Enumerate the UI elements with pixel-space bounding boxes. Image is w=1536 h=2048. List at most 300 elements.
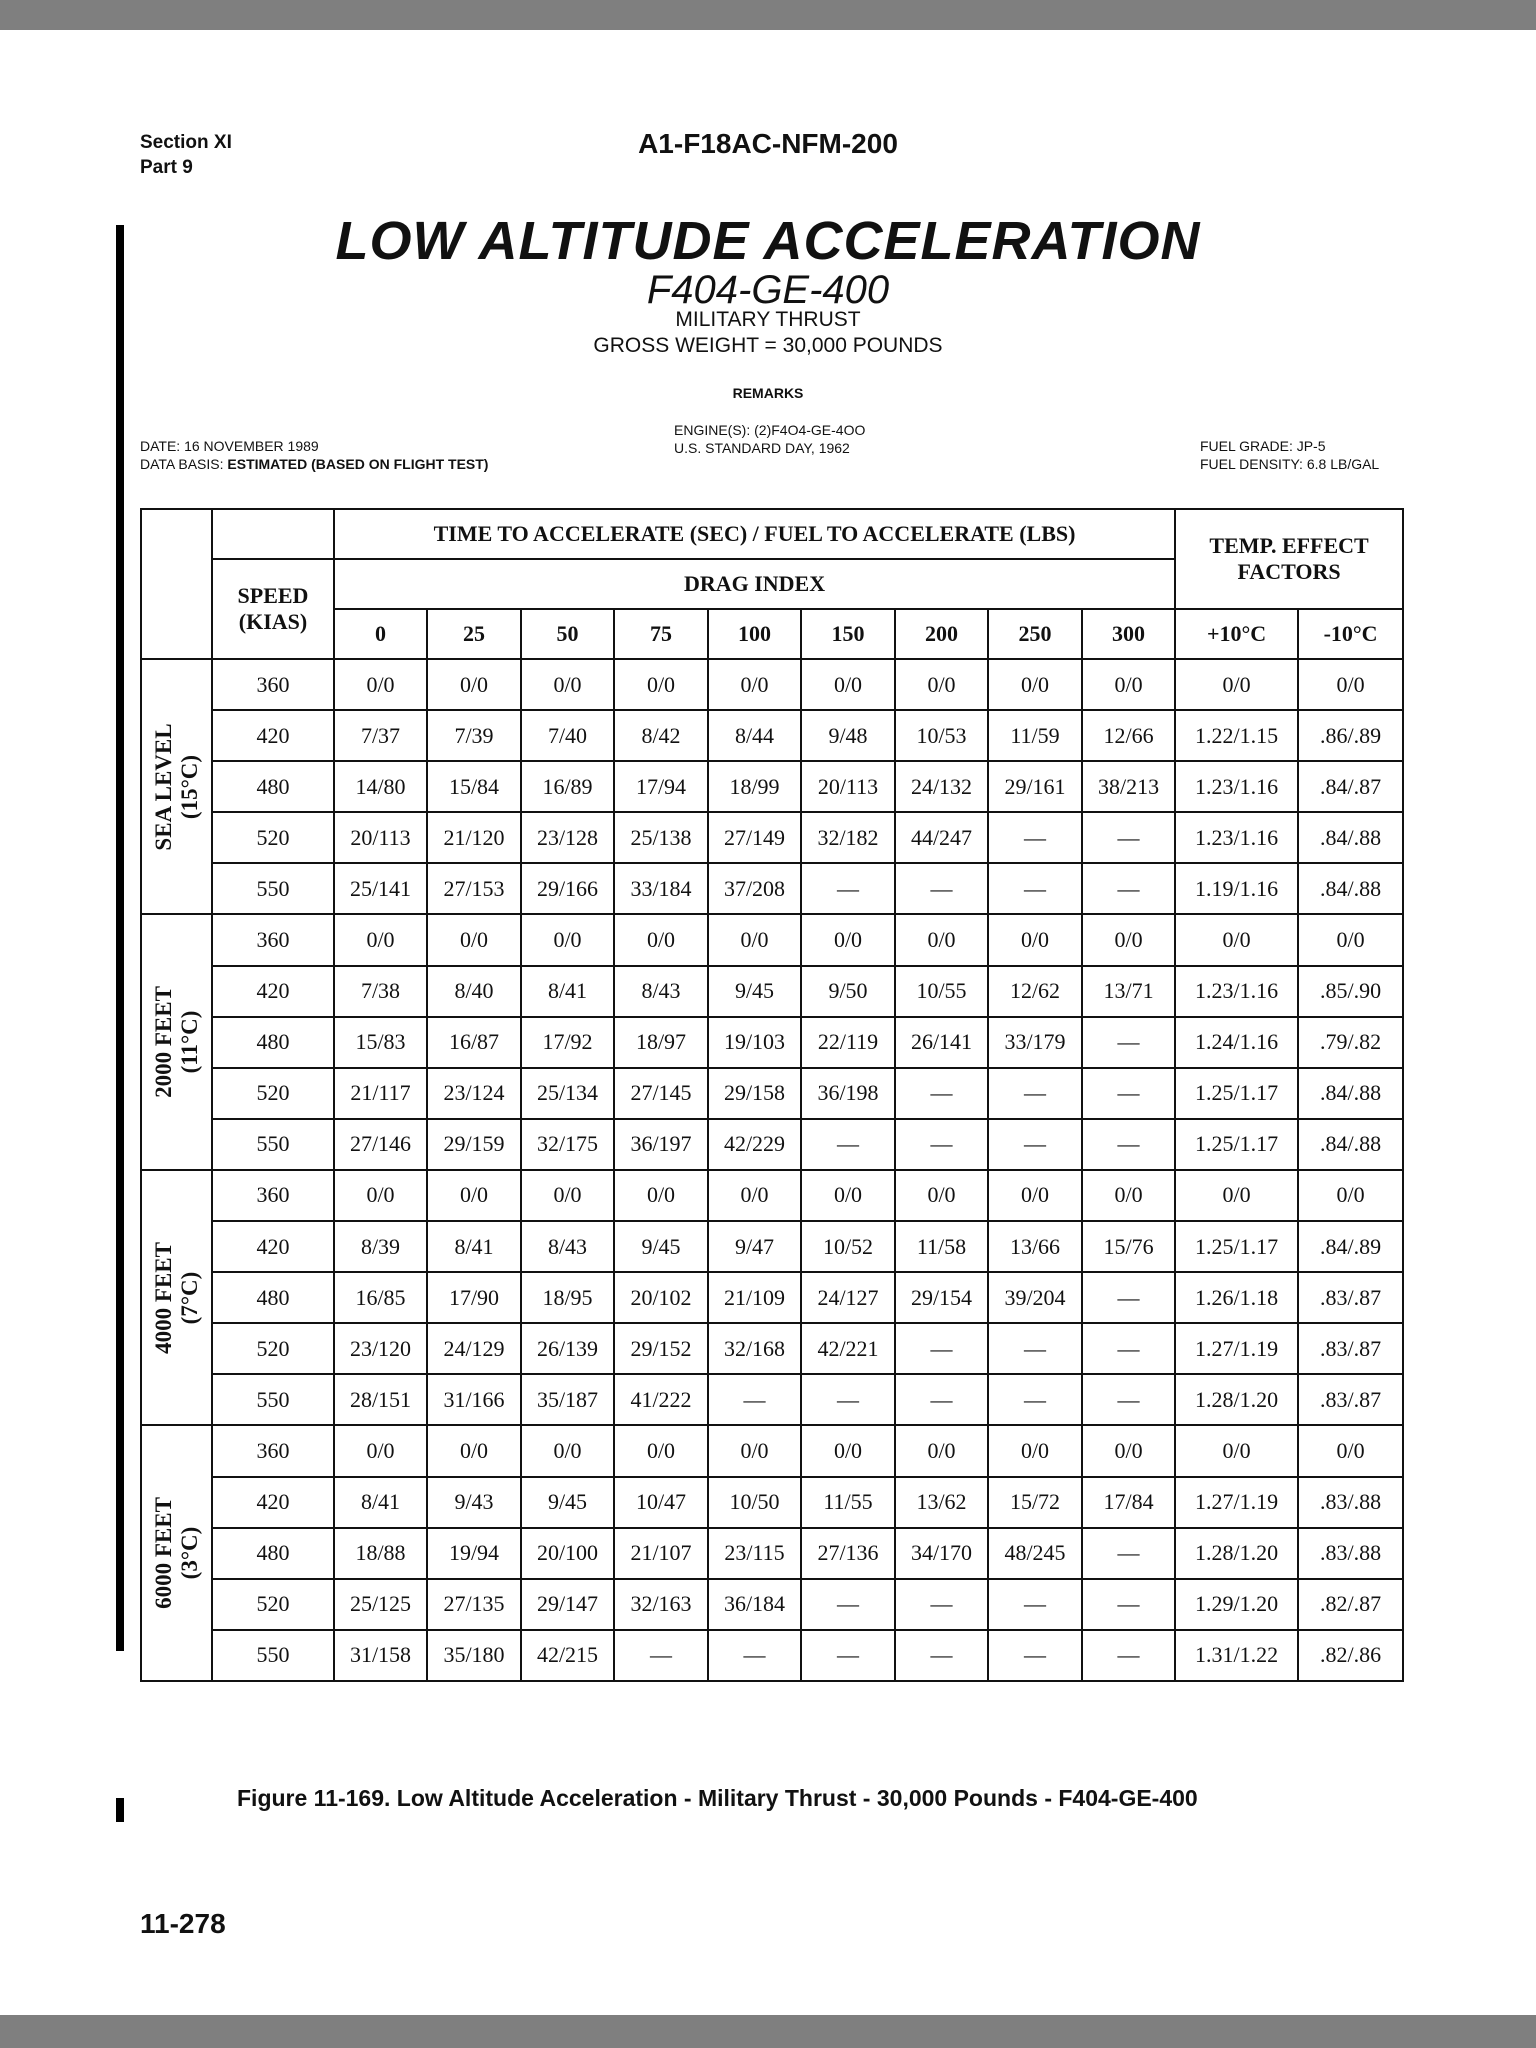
time-fuel-cell: 0/0 <box>614 914 708 965</box>
time-fuel-cell: 26/139 <box>521 1323 614 1374</box>
altitude-label <box>151 1497 203 1609</box>
time-fuel-cell: 29/159 <box>427 1119 521 1170</box>
time-fuel-cell: 25/141 <box>334 863 427 914</box>
time-fuel-cell: 0/0 <box>708 659 801 710</box>
time-fuel-cell: 0/0 <box>1082 659 1175 710</box>
time-fuel-cell: — <box>1082 1017 1175 1068</box>
temp-plus-cell: 1.25/1.17 <box>1175 1221 1298 1272</box>
table-row <box>141 1425 1403 1476</box>
temp-minus-cell: .84/.88 <box>1298 1068 1403 1119</box>
time-fuel-cell: 15/76 <box>1082 1221 1175 1272</box>
temp-minus-cell: .84/.89 <box>1298 1221 1403 1272</box>
altitude-name: 6000 FEET <box>150 1497 176 1610</box>
time-fuel-cell: 17/94 <box>614 761 708 812</box>
time-fuel-cell: 9/50 <box>801 966 895 1017</box>
time-fuel-cell: 8/44 <box>708 710 801 761</box>
time-fuel-cell: 19/94 <box>427 1528 521 1579</box>
time-fuel-cell: 24/132 <box>895 761 988 812</box>
time-fuel-cell: 8/43 <box>521 1221 614 1272</box>
altitude-label-cell <box>141 914 212 1169</box>
table-row <box>141 1272 1403 1323</box>
time-fuel-cell: 20/113 <box>334 812 427 863</box>
temp-minus-cell: .83/.88 <box>1298 1528 1403 1579</box>
temp-plus-cell: 1.23/1.16 <box>1175 761 1298 812</box>
standard-day-text: U.S. STANDARD DAY, 1962 <box>674 440 850 456</box>
temp-minus-cell: .82/.87 <box>1298 1579 1403 1630</box>
time-fuel-cell: — <box>614 1630 708 1681</box>
time-fuel-cell: 21/109 <box>708 1272 801 1323</box>
time-fuel-cell: 23/115 <box>708 1528 801 1579</box>
time-fuel-cell: 8/41 <box>521 966 614 1017</box>
time-fuel-cell: 41/222 <box>614 1374 708 1425</box>
temp-plus-cell: 1.29/1.20 <box>1175 1579 1298 1630</box>
temp-plus-cell: 1.31/1.22 <box>1175 1630 1298 1681</box>
temp-plus-cell: 0/0 <box>1175 1425 1298 1476</box>
time-fuel-cell: 42/229 <box>708 1119 801 1170</box>
time-fuel-cell: 34/170 <box>895 1528 988 1579</box>
time-fuel-cell: 38/213 <box>1082 761 1175 812</box>
speed-cell: 360 <box>212 1170 334 1221</box>
time-fuel-cell: — <box>988 1323 1082 1374</box>
time-fuel-cell: — <box>895 1579 988 1630</box>
time-fuel-cell: — <box>895 1374 988 1425</box>
table-row <box>141 710 1403 761</box>
drag-index-col-header: 200 <box>895 609 988 659</box>
fuel-density-text: FUEL DENSITY: 6.8 LB/GAL <box>1200 456 1380 472</box>
time-fuel-cell: 0/0 <box>1082 1425 1175 1476</box>
time-fuel-cell: 27/146 <box>334 1119 427 1170</box>
time-fuel-cell: — <box>801 1374 895 1425</box>
date-text: DATE: 16 NOVEMBER 1989 <box>140 438 319 454</box>
speed-cell: 550 <box>212 1119 334 1170</box>
time-fuel-cell: 32/168 <box>708 1323 801 1374</box>
time-fuel-cell: 0/0 <box>895 914 988 965</box>
time-fuel-cell: 16/87 <box>427 1017 521 1068</box>
time-fuel-cell: 25/138 <box>614 812 708 863</box>
temp-col-header: +10°C <box>1175 609 1298 659</box>
time-fuel-cell: 27/136 <box>801 1528 895 1579</box>
change-bar <box>116 225 124 1651</box>
time-fuel-cell: 18/97 <box>614 1017 708 1068</box>
time-fuel-cell: 0/0 <box>614 1425 708 1476</box>
time-fuel-cell: 26/141 <box>895 1017 988 1068</box>
table-row <box>141 1374 1403 1425</box>
time-fuel-cell: 18/88 <box>334 1528 427 1579</box>
time-fuel-cell: — <box>1082 1272 1175 1323</box>
thrust-subtitle: MILITARY THRUST <box>675 308 861 331</box>
temp-plus-cell: 0/0 <box>1175 1170 1298 1221</box>
time-fuel-cell: 32/182 <box>801 812 895 863</box>
time-fuel-cell: 0/0 <box>988 1170 1082 1221</box>
time-fuel-cell: 13/71 <box>1082 966 1175 1017</box>
table-row <box>141 966 1403 1017</box>
temp-plus-cell: 1.27/1.19 <box>1175 1477 1298 1528</box>
engine-title: F404-GE-400 <box>646 268 890 312</box>
temp-col-header: -10°C <box>1298 609 1403 659</box>
time-fuel-cell: 35/180 <box>427 1630 521 1681</box>
time-fuel-cell: 24/129 <box>427 1323 521 1374</box>
time-fuel-cell: 10/47 <box>614 1477 708 1528</box>
temp-plus-cell: 1.27/1.19 <box>1175 1323 1298 1374</box>
time-fuel-cell: 7/37 <box>334 710 427 761</box>
time-fuel-cell: 29/154 <box>895 1272 988 1323</box>
time-fuel-cell: 15/72 <box>988 1477 1082 1528</box>
chart-title: LOW ALTITUDE ACCELERATION <box>335 211 1201 271</box>
altitude-label-cell <box>141 1170 212 1425</box>
fuel-info <box>1200 437 1379 473</box>
time-fuel-cell: 17/92 <box>521 1017 614 1068</box>
time-fuel-cell: — <box>1082 1630 1175 1681</box>
date-data-basis <box>140 437 488 473</box>
speed-cell: 420 <box>212 710 334 761</box>
time-fuel-cell: 18/95 <box>521 1272 614 1323</box>
temp-plus-cell: 1.28/1.20 <box>1175 1374 1298 1425</box>
temp-plus-cell: 0/0 <box>1175 659 1298 710</box>
time-fuel-cell: — <box>1082 1119 1175 1170</box>
altitude-name: 4000 FEET <box>150 1241 176 1354</box>
altitude-label <box>151 1242 203 1354</box>
time-fuel-cell: 27/153 <box>427 863 521 914</box>
time-fuel-cell: 21/107 <box>614 1528 708 1579</box>
time-fuel-cell: — <box>801 1630 895 1681</box>
table-row <box>141 761 1403 812</box>
time-fuel-cell: 0/0 <box>334 659 427 710</box>
temp-minus-cell: .83/.87 <box>1298 1272 1403 1323</box>
time-fuel-cell: 23/124 <box>427 1068 521 1119</box>
time-fuel-cell: 0/0 <box>427 659 521 710</box>
time-fuel-cell: 36/198 <box>801 1068 895 1119</box>
data-basis-label: DATA BASIS: <box>140 456 228 472</box>
table-row <box>141 863 1403 914</box>
time-fuel-cell: 19/103 <box>708 1017 801 1068</box>
table-row <box>141 1323 1403 1374</box>
temp-minus-cell: .85/.90 <box>1298 966 1403 1017</box>
time-fuel-cell: 10/55 <box>895 966 988 1017</box>
table-row <box>141 1477 1403 1528</box>
time-fuel-cell: 10/53 <box>895 710 988 761</box>
time-fuel-cell: 7/39 <box>427 710 521 761</box>
temp-plus-cell: 1.28/1.20 <box>1175 1528 1298 1579</box>
acceleration-table <box>140 508 1404 1682</box>
speed-cell: 360 <box>212 914 334 965</box>
altitude-label <box>151 986 203 1098</box>
engines-text: ENGINE(S): (2)F4O4-GE-4OO <box>674 422 866 438</box>
table-row <box>141 812 1403 863</box>
time-fuel-cell: 29/158 <box>708 1068 801 1119</box>
table-body <box>141 659 1403 1681</box>
temp-minus-cell: 0/0 <box>1298 1425 1403 1476</box>
time-fuel-cell: — <box>895 1323 988 1374</box>
speed-cell: 520 <box>212 812 334 863</box>
time-fuel-cell: 12/62 <box>988 966 1082 1017</box>
temp-effect-header-line2: FACTORS <box>1237 559 1341 584</box>
speed-cell: 420 <box>212 1477 334 1528</box>
temp-effect-header <box>1175 509 1403 609</box>
temp-minus-cell: 0/0 <box>1298 659 1403 710</box>
time-fuel-cell: 0/0 <box>895 1170 988 1221</box>
corner-cell <box>141 509 212 659</box>
temp-minus-cell: 0/0 <box>1298 1170 1403 1221</box>
time-fuel-cell: 16/85 <box>334 1272 427 1323</box>
speed-cell: 520 <box>212 1068 334 1119</box>
time-fuel-cell: 20/102 <box>614 1272 708 1323</box>
time-fuel-cell: — <box>801 1119 895 1170</box>
time-fuel-cell: 42/215 <box>521 1630 614 1681</box>
time-fuel-cell: 27/145 <box>614 1068 708 1119</box>
time-fuel-cell: 0/0 <box>427 1170 521 1221</box>
temp-minus-cell: .84/.88 <box>1298 1119 1403 1170</box>
time-fuel-cell: 11/58 <box>895 1221 988 1272</box>
temp-plus-cell: 1.19/1.16 <box>1175 863 1298 914</box>
temp-minus-cell: .84/.88 <box>1298 812 1403 863</box>
speed-header <box>212 559 334 659</box>
speed-header-line2: (KIAS) <box>238 609 308 634</box>
time-fuel-cell: 0/0 <box>427 1425 521 1476</box>
time-fuel-header: TIME TO ACCELERATE (SEC) / FUEL TO ACCELERATE (LBS) <box>334 509 1175 559</box>
altitude-temp: (3°C) <box>176 1526 202 1580</box>
temp-minus-cell: .79/.82 <box>1298 1017 1403 1068</box>
drag-index-col-header: 25 <box>427 609 521 659</box>
time-fuel-cell: 9/48 <box>801 710 895 761</box>
time-fuel-cell: — <box>1082 1068 1175 1119</box>
altitude-label <box>151 723 203 850</box>
time-fuel-cell: 7/40 <box>521 710 614 761</box>
time-fuel-cell: 22/119 <box>801 1017 895 1068</box>
time-fuel-cell: 13/62 <box>895 1477 988 1528</box>
time-fuel-cell: — <box>801 863 895 914</box>
time-fuel-cell: 0/0 <box>334 1425 427 1476</box>
drag-index-col-header: 150 <box>801 609 895 659</box>
part-label: Part 9 <box>140 157 193 178</box>
time-fuel-cell: 0/0 <box>895 659 988 710</box>
caption-change-bar <box>116 1798 124 1822</box>
time-fuel-cell: 44/247 <box>895 812 988 863</box>
time-fuel-cell: 21/120 <box>427 812 521 863</box>
time-fuel-cell: 31/166 <box>427 1374 521 1425</box>
speed-cell: 550 <box>212 1374 334 1425</box>
time-fuel-cell: 0/0 <box>708 1425 801 1476</box>
time-fuel-cell: — <box>988 1068 1082 1119</box>
altitude-name: 2000 FEET <box>150 986 176 1099</box>
temp-minus-cell: .86/.89 <box>1298 710 1403 761</box>
table-row <box>141 1017 1403 1068</box>
table-row <box>141 1630 1403 1681</box>
time-fuel-cell: 10/50 <box>708 1477 801 1528</box>
time-fuel-cell: 16/89 <box>521 761 614 812</box>
table-row <box>141 914 1403 965</box>
time-fuel-cell: 0/0 <box>801 659 895 710</box>
temp-minus-cell: .82/.86 <box>1298 1630 1403 1681</box>
time-fuel-cell: 0/0 <box>334 914 427 965</box>
drag-index-col-header: 50 <box>521 609 614 659</box>
time-fuel-cell: 0/0 <box>521 659 614 710</box>
speed-cell: 420 <box>212 966 334 1017</box>
time-fuel-cell: — <box>1082 812 1175 863</box>
time-fuel-cell: 29/166 <box>521 863 614 914</box>
time-fuel-cell: 23/128 <box>521 812 614 863</box>
time-fuel-cell: 0/0 <box>1082 1170 1175 1221</box>
time-fuel-cell: 20/113 <box>801 761 895 812</box>
data-basis-value: ESTIMATED (BASED ON FLIGHT TEST) <box>227 456 489 472</box>
time-fuel-cell: 11/59 <box>988 710 1082 761</box>
altitude-temp: (11°C) <box>176 1010 202 1074</box>
temp-effect-header-line1: TEMP. EFFECT <box>1209 533 1369 558</box>
time-fuel-cell: 9/43 <box>427 1477 521 1528</box>
data-basis-text <box>140 455 488 473</box>
time-fuel-cell: — <box>708 1630 801 1681</box>
drag-index-col-header: 100 <box>708 609 801 659</box>
temp-minus-cell: .83/.88 <box>1298 1477 1403 1528</box>
time-fuel-cell: — <box>1082 1528 1175 1579</box>
time-fuel-cell: 0/0 <box>801 1425 895 1476</box>
time-fuel-cell: 0/0 <box>521 1170 614 1221</box>
speed-header-line1: SPEED <box>237 583 309 608</box>
time-fuel-cell: 15/84 <box>427 761 521 812</box>
temp-minus-cell: .83/.87 <box>1298 1323 1403 1374</box>
time-fuel-cell: — <box>895 863 988 914</box>
time-fuel-cell: — <box>895 1068 988 1119</box>
time-fuel-cell: 33/179 <box>988 1017 1082 1068</box>
page-number: 11-278 <box>140 1908 226 1939</box>
temp-plus-cell: 1.25/1.17 <box>1175 1119 1298 1170</box>
altitude-label-cell <box>141 659 212 914</box>
table-row <box>141 1068 1403 1119</box>
time-fuel-cell: 0/0 <box>427 914 521 965</box>
temp-plus-cell: 1.25/1.17 <box>1175 1068 1298 1119</box>
time-fuel-cell: 9/45 <box>521 1477 614 1528</box>
time-fuel-cell: — <box>988 1579 1082 1630</box>
table-row <box>141 1170 1403 1221</box>
speed-cell: 550 <box>212 863 334 914</box>
speed-cell: 360 <box>212 659 334 710</box>
speed-cell: 480 <box>212 1017 334 1068</box>
time-fuel-cell: 0/0 <box>334 1170 427 1221</box>
time-fuel-cell: — <box>988 1630 1082 1681</box>
table-row <box>141 1221 1403 1272</box>
time-fuel-cell: 0/0 <box>614 1170 708 1221</box>
temp-plus-cell: 1.23/1.16 <box>1175 966 1298 1017</box>
table-row <box>141 1528 1403 1579</box>
time-fuel-cell: 9/45 <box>708 966 801 1017</box>
document-id: A1-F18AC-NFM-200 <box>638 128 898 159</box>
speed-cell: 520 <box>212 1579 334 1630</box>
drag-index-col-header: 300 <box>1082 609 1175 659</box>
time-fuel-cell: 33/184 <box>614 863 708 914</box>
time-fuel-cell: 32/163 <box>614 1579 708 1630</box>
manual-page <box>0 30 1536 2015</box>
time-fuel-cell: 17/90 <box>427 1272 521 1323</box>
time-fuel-cell: 36/197 <box>614 1119 708 1170</box>
time-fuel-cell: 29/147 <box>521 1579 614 1630</box>
time-fuel-cell: — <box>1082 1579 1175 1630</box>
time-fuel-cell: 0/0 <box>988 1425 1082 1476</box>
time-fuel-cell: 8/40 <box>427 966 521 1017</box>
time-fuel-cell: — <box>895 1119 988 1170</box>
time-fuel-cell: 17/84 <box>1082 1477 1175 1528</box>
altitude-temp: (15°C) <box>176 754 202 819</box>
time-fuel-cell: 9/47 <box>708 1221 801 1272</box>
time-fuel-cell: 14/80 <box>334 761 427 812</box>
fuel-grade-text: FUEL GRADE: JP-5 <box>1200 438 1326 454</box>
time-fuel-cell: 25/125 <box>334 1579 427 1630</box>
time-fuel-cell: — <box>708 1374 801 1425</box>
time-fuel-cell: 0/0 <box>614 659 708 710</box>
temp-minus-cell: .83/.87 <box>1298 1374 1403 1425</box>
time-fuel-cell: 39/204 <box>988 1272 1082 1323</box>
time-fuel-cell: 25/134 <box>521 1068 614 1119</box>
time-fuel-cell: 31/158 <box>334 1630 427 1681</box>
time-fuel-cell: 27/149 <box>708 812 801 863</box>
time-fuel-cell: 0/0 <box>895 1425 988 1476</box>
time-fuel-cell: 27/135 <box>427 1579 521 1630</box>
time-fuel-cell: 8/41 <box>334 1477 427 1528</box>
time-fuel-cell: 0/0 <box>708 914 801 965</box>
time-fuel-cell: — <box>988 812 1082 863</box>
time-fuel-cell: 13/66 <box>988 1221 1082 1272</box>
time-fuel-cell: 9/45 <box>614 1221 708 1272</box>
blank-header-cell <box>212 509 334 559</box>
time-fuel-cell: 23/120 <box>334 1323 427 1374</box>
time-fuel-cell: — <box>988 863 1082 914</box>
speed-cell: 480 <box>212 761 334 812</box>
time-fuel-cell: 18/99 <box>708 761 801 812</box>
speed-cell: 480 <box>212 1528 334 1579</box>
time-fuel-cell: — <box>1082 1374 1175 1425</box>
drag-index-header: DRAG INDEX <box>334 559 1175 609</box>
time-fuel-cell: 35/187 <box>521 1374 614 1425</box>
engine-remarks <box>674 421 865 457</box>
time-fuel-cell: 24/127 <box>801 1272 895 1323</box>
time-fuel-cell: 8/43 <box>614 966 708 1017</box>
time-fuel-cell: 0/0 <box>1082 914 1175 965</box>
altitude-name: SEA LEVEL <box>150 723 176 851</box>
section-label: Section XI <box>140 132 232 153</box>
time-fuel-cell: 20/100 <box>521 1528 614 1579</box>
altitude-temp: (7°C) <box>176 1271 202 1324</box>
altitude-label-cell <box>141 1425 212 1681</box>
temp-plus-cell: 1.24/1.16 <box>1175 1017 1298 1068</box>
time-fuel-cell: — <box>988 1374 1082 1425</box>
time-fuel-cell: 8/42 <box>614 710 708 761</box>
table-row <box>141 1579 1403 1630</box>
time-fuel-cell: — <box>895 1630 988 1681</box>
time-fuel-cell: — <box>1082 863 1175 914</box>
remarks-label: REMARKS <box>732 385 804 401</box>
time-fuel-cell: 11/55 <box>801 1477 895 1528</box>
figure-caption: Figure 11-169. Low Altitude Acceleration - Military Thrust - 30,000 Pounds - F404-GE-400 <box>237 1785 1198 1811</box>
time-fuel-cell: 0/0 <box>521 1425 614 1476</box>
speed-cell: 550 <box>212 1630 334 1681</box>
time-fuel-cell: 37/208 <box>708 863 801 914</box>
time-fuel-cell: 15/83 <box>334 1017 427 1068</box>
time-fuel-cell: 10/52 <box>801 1221 895 1272</box>
table-row <box>141 659 1403 710</box>
time-fuel-cell: 12/66 <box>1082 710 1175 761</box>
speed-cell: 360 <box>212 1425 334 1476</box>
time-fuel-cell: 0/0 <box>521 914 614 965</box>
temp-plus-cell: 1.26/1.18 <box>1175 1272 1298 1323</box>
temp-minus-cell: .84/.87 <box>1298 761 1403 812</box>
time-fuel-cell: 21/117 <box>334 1068 427 1119</box>
drag-index-col-header: 75 <box>614 609 708 659</box>
time-fuel-cell: 32/175 <box>521 1119 614 1170</box>
speed-cell: 480 <box>212 1272 334 1323</box>
drag-index-col-header: 250 <box>988 609 1082 659</box>
time-fuel-cell: 36/184 <box>708 1579 801 1630</box>
time-fuel-cell: 0/0 <box>801 1170 895 1221</box>
time-fuel-cell: 8/39 <box>334 1221 427 1272</box>
temp-plus-cell: 0/0 <box>1175 914 1298 965</box>
